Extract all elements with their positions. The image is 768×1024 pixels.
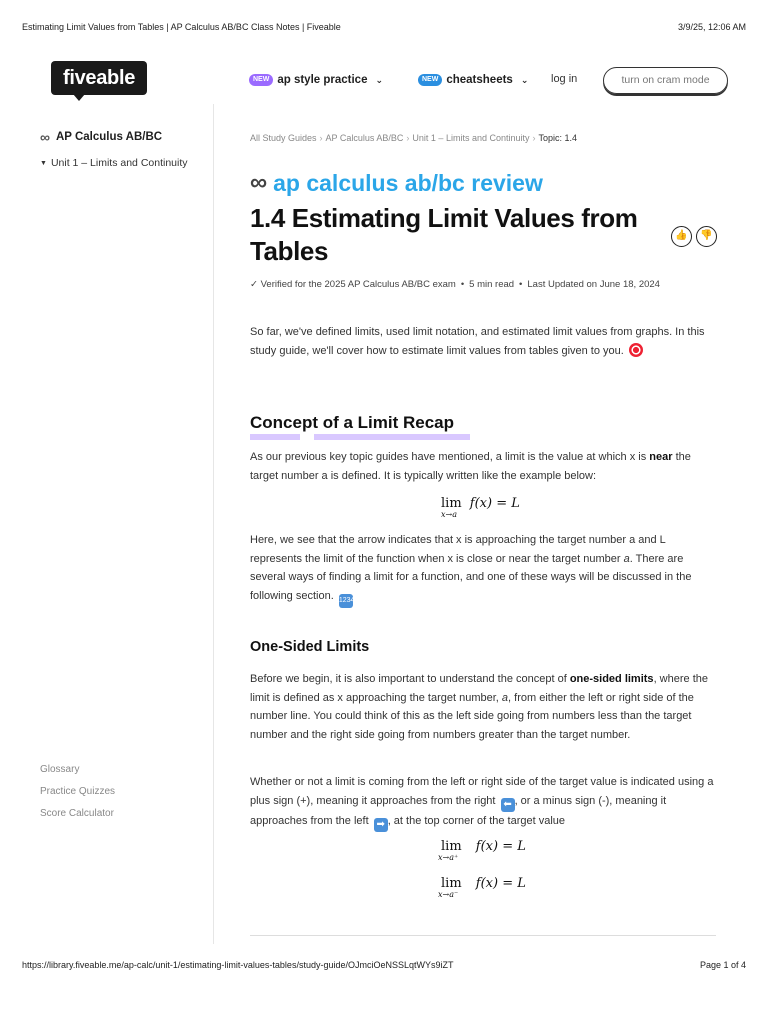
text: As our previous key topic guides have mentioned, a limit is the value at which x is	[250, 451, 650, 463]
nav-cheatsheets-label: cheatsheets	[446, 74, 513, 86]
sidebar-course-label: AP Calculus AB/BC	[55, 131, 163, 143]
chevron-right-icon: ›	[406, 133, 410, 143]
math-lim: lim	[441, 876, 462, 891]
last-updated: Last Updated on June 18, 2024	[527, 279, 660, 290]
heading-highlight	[250, 434, 300, 440]
fiveable-logo[interactable]	[51, 61, 147, 95]
text: . There are several ways of finding a limit for a function, and one of these ways will be discussed in the following section.	[250, 552, 692, 602]
sidebar-link-score-calculator[interactable]: Score Calculator	[40, 808, 114, 819]
logo-tail	[73, 94, 85, 101]
math-subscript: x→a	[441, 510, 457, 519]
bold-text: one-sided limits	[569, 673, 654, 685]
section-heading: Concept of a Limit Recap	[250, 413, 455, 432]
arrow-right-icon: ➡	[374, 818, 388, 832]
review-label: ap calculus ab/bc review	[273, 169, 543, 196]
nav-ap-style-practice[interactable]	[249, 72, 383, 88]
heading-highlight	[314, 434, 470, 440]
new-badge: NEW	[418, 74, 442, 86]
text: Whether or not a limit is coming from the left or right side of the target value is indicated using a plus sign (+), meaning it approaches from the right	[250, 776, 714, 807]
chevron-right-icon: ›	[319, 133, 323, 143]
text: the target number a is defined. It is typically written like the example below:	[250, 451, 691, 482]
check-icon: ✓	[250, 279, 258, 290]
infinity-icon: ∞	[250, 169, 268, 196]
breadcrumb-current: Topic: 1.4	[538, 133, 578, 143]
logo-text-five: five	[62, 67, 97, 89]
intro-paragraph	[250, 323, 718, 360]
intro-text: So far, we've defined limits, used limit notation, and estimated limit values from graphs. In this study guide, we'll cover how to estimate limit values from tables given to you.	[250, 326, 705, 357]
nav-cheatsheets[interactable]	[418, 72, 528, 88]
arrow-left-icon: ⬅	[501, 798, 515, 812]
target-icon	[629, 343, 643, 357]
breadcrumb-item[interactable]: AP Calculus AB/BC	[325, 133, 404, 143]
math-limit-left	[438, 876, 526, 899]
chevron-down-icon: ⌄	[375, 74, 384, 85]
math-expression: f(x) = L	[469, 496, 520, 511]
sidebar-link-glossary[interactable]: Glossary	[40, 764, 80, 775]
math-expression: f(x) = L	[475, 876, 526, 891]
chevron-right-icon: ›	[532, 133, 536, 143]
numbers-icon: 1234	[339, 594, 353, 608]
cram-mode-button[interactable]: turn on cram mode	[603, 67, 728, 94]
infinity-icon: ∞	[40, 129, 50, 145]
sidebar-unit-label: Unit 1 – Limits and Continuity	[50, 157, 188, 169]
page-title: 1.4 Estimating Limit Values from Tables	[250, 203, 638, 266]
math-limit	[441, 496, 520, 519]
print-datetime: 3/9/25, 12:06 AM	[677, 22, 746, 32]
text: , at the top corner of the target value	[387, 814, 566, 827]
breadcrumb-item[interactable]: Unit 1 – Limits and Continuity	[412, 133, 530, 143]
bold-text: near	[649, 451, 673, 463]
print-header	[22, 22, 746, 36]
paragraph-limit-definition	[250, 448, 718, 485]
subsection-heading: One-Sided Limits	[250, 639, 370, 655]
text: Here, we see that the arrow indicates that x is approaching the target number a and L represents the limit of the function when x is close or near the target number	[250, 534, 666, 565]
italic-text: a	[501, 691, 509, 704]
sidebar-course[interactable]	[40, 131, 162, 143]
caret-down-icon: ▼	[40, 160, 47, 167]
nav-practice-label: ap style practice	[277, 74, 368, 86]
print-url: https://library.fiveable.me/ap-calc/unit-1/estimating-limit-values-tables/study-guide/OJmciOeNSSLqtWYs9iZT	[22, 960, 454, 970]
thumbs-down-icon[interactable]: 👎	[696, 226, 717, 247]
italic-text: a	[623, 552, 630, 565]
paragraph-one-sided	[250, 670, 718, 744]
divider	[250, 935, 716, 936]
verified-text: Verified for the 2025 AP Calculus AB/BC exam	[260, 279, 456, 290]
new-badge: NEW	[249, 74, 273, 86]
review-heading[interactable]	[250, 169, 543, 197]
print-title: Estimating Limit Values from Tables | AP Calculus AB/BC Class Notes | Fiveable	[22, 22, 341, 32]
login-link[interactable]: log in	[551, 73, 578, 85]
breadcrumb	[250, 133, 577, 143]
text: , from either the left or right side of the number line. You could think of this as the left side going from numbers less than the target number and the right side going from numbers greater than the target number.	[250, 691, 694, 741]
sidebar-unit[interactable]	[40, 155, 190, 172]
print-page-number: Page 1 of 4	[699, 960, 746, 970]
text: , or a minus sign (-), meaning it approaches from the left	[250, 794, 667, 827]
text: , where the limit is defined as x approaching the target number,	[250, 673, 708, 704]
math-subscript: x→a⁻	[438, 890, 459, 899]
math-lim: lim	[441, 496, 462, 511]
read-time: 5 min read	[469, 279, 515, 290]
print-footer	[22, 960, 746, 974]
logo-text-able: able	[96, 67, 136, 89]
text: Before we begin, it is also important to understand the concept of	[250, 673, 570, 685]
math-subscript: x→a⁺	[438, 853, 459, 862]
paragraph-arrow-explanation	[250, 531, 718, 608]
sidebar-link-practice-quizzes[interactable]: Practice Quizzes	[40, 786, 116, 797]
paragraph-plus-minus	[250, 773, 718, 832]
breadcrumb-item[interactable]: All Study Guides	[250, 133, 317, 143]
math-expression: f(x) = L	[475, 839, 526, 854]
sidebar-divider	[213, 104, 214, 944]
thumbs-up-icon[interactable]: 👍	[671, 226, 692, 247]
math-limit-right	[438, 839, 526, 862]
chevron-down-icon: ⌄	[520, 74, 529, 85]
math-lim: lim	[441, 839, 462, 854]
article-meta: ✓ Verified for the 2025 AP Calculus AB/BC exam • 5 min read • Last Updated on June 18, 2024	[250, 279, 660, 290]
